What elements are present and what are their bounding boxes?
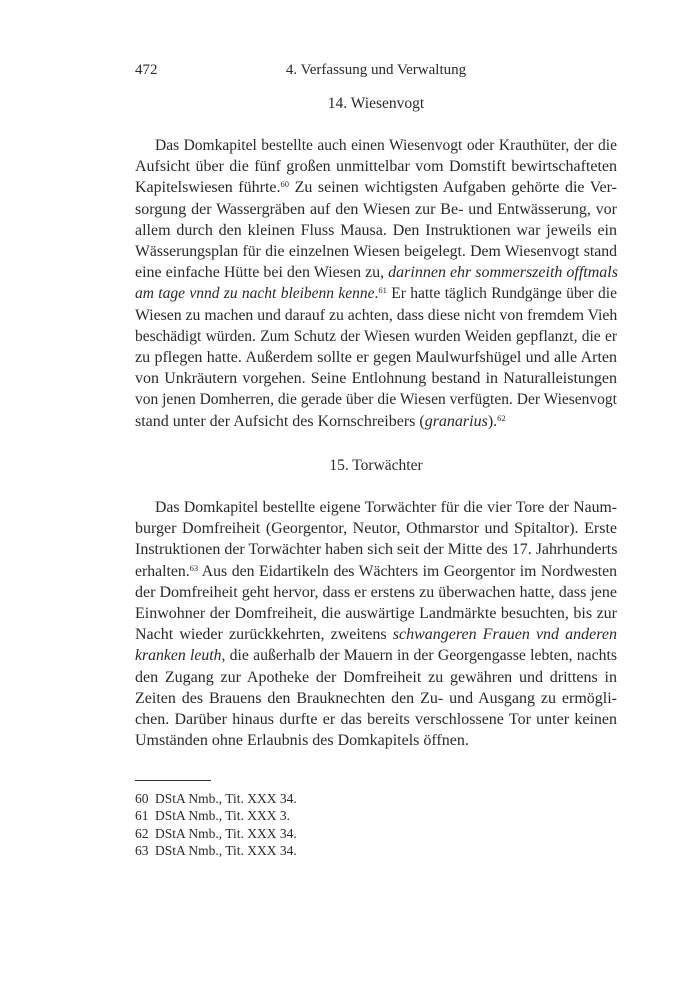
text-line: chen. Darüber hinaus durfte er das bereits verschlossene Tor unter keinen xyxy=(135,711,617,729)
footnote-text: DStA Nmb., Tit. XXX 34. xyxy=(155,842,297,858)
text-line: Das Domkapitel bestellte auch einen Wiesenvogt oder Krauthüter, der die xyxy=(155,137,617,154)
quoted-text: darinnen ehr sommerszeith offtmals xyxy=(388,264,618,282)
text-line: den Zugang zur Apotheke der Domfreiheit zu gewähren und drittens in xyxy=(135,668,617,686)
text-line: Einwohner der Domfreiheit, die auswärtige Landmärkte besuchten, bis zur xyxy=(135,605,617,623)
text-line: der Domfreiheit geht hervor, dass er erstens zu überwachen hatte, dass jene xyxy=(135,583,617,601)
text-line: allem durch den kleinen Fluss Mausa. Den Instruktionen war jeweils ein xyxy=(135,221,617,239)
running-head xyxy=(135,62,617,84)
text-line: Zeiten des Brauens den Brauknechten den Zu- und Ausgang zu ermögli- xyxy=(135,689,617,707)
text-line: burger Domfreiheit (Georgentor, Neutor, Othmarstor und Spitaltor). Erste xyxy=(135,520,617,538)
text-line: erhalten.$^{63}$ Aus den Eidartikeln des Wächters im Georgentor im Nordwesten xyxy=(135,562,617,580)
quoted-text: schwangeren Frauen vnd anderen xyxy=(392,626,618,644)
paragraph-torwaechter xyxy=(135,497,617,751)
section-heading-torwaechter: 15. Torwächter xyxy=(329,457,423,474)
footnote-number: 63 xyxy=(135,842,149,858)
footnote-number: 60 xyxy=(135,791,149,806)
text-line: Wässerungsplan für die einzelnen Wiesen beigelegt. Dem Wiesenvogt stand xyxy=(135,243,617,261)
text-line: zu pflegen hatte. Außerdem sollte er gegen Maulwurfshügel und alle Arten xyxy=(135,349,617,367)
text-line: eine einfache Hütte bei den Wiesen zu, darinnen ehr sommerszeith offtmals xyxy=(135,264,618,282)
quoted-text: am tage vnnd zu nacht bleibenn kenne xyxy=(135,285,375,303)
footnotes xyxy=(135,790,617,859)
footnote-number: 61 xyxy=(135,808,149,824)
footnote-divider xyxy=(135,780,211,781)
text-line: Umständen ohne Erlaubnis des Domkapitels öffnen. xyxy=(135,732,469,750)
paragraph-wiesenvogt xyxy=(135,135,617,432)
text-line: am tage vnnd zu nacht bleibenn kenne.$^{61}$ Er hatte täglich Rundgänge über die xyxy=(135,285,617,303)
text-line: Das Domkapitel bestellte eigene Torwächter für die vier Tore der Naum- xyxy=(155,499,617,516)
text-line: von Unkräutern vorgehen. Seine Entlohnung bestand in Naturalleistungen xyxy=(135,370,617,388)
footnote-text: DStA Nmb., Tit. XXX 34. xyxy=(155,825,297,841)
text-line: Instruktionen der Torwächter haben sich seit der Mitte des 17. Jahrhunderts xyxy=(135,541,618,559)
quoted-text: granarius xyxy=(424,412,488,430)
running-title: 4. Verfassung und Verwaltung xyxy=(285,62,467,78)
text-line: Nacht wieder zurückkehrten, zweitens schwangeren Frauen vnd anderen xyxy=(135,626,618,644)
footnote xyxy=(135,825,617,842)
footnote xyxy=(135,807,617,824)
footnote-text: DStA Nmb., Tit. XXX 34. xyxy=(155,791,297,806)
text-line: sorgung der Wassergräben auf den Wiesen zur Be- und Entwässerung, vor xyxy=(135,200,617,218)
footnote xyxy=(135,842,617,859)
text-line: Aufsicht über die fünf großen unmittelbar vom Domstift bewirtschafteten xyxy=(135,158,617,176)
footnote-text: DStA Nmb., Tit. XXX 3. xyxy=(155,808,291,824)
footnote-ref: 61 xyxy=(378,285,387,296)
text-line: kranken leuth, die außerhalb der Mauern in der Georgengasse lebten, nachts xyxy=(135,647,617,665)
footnote-number: 62 xyxy=(135,825,149,841)
section-heading-wiesenvogt: 14. Wiesenvogt xyxy=(327,95,425,112)
footnote xyxy=(135,790,617,807)
text-line: stand unter der Aufsicht des Kornschreibers (granarius).$^{62}$ xyxy=(135,412,506,430)
text-line: Wiesen zu machen und darauf zu achten, dass diese nicht von fremdem Vieh xyxy=(135,306,618,324)
page-number: 472 xyxy=(135,62,158,78)
quoted-text: kranken leuth xyxy=(135,647,222,665)
footnote-ref: 62 xyxy=(497,412,506,423)
footnote-ref: 63 xyxy=(189,562,199,573)
text-line: beschädigt würden. Zum Schutz der Wiesen wurden Weiden gepflanzt, die er xyxy=(135,327,617,345)
text-line: von jenen Domherren, die gerade über die Wiesen verfügten. Der Wiesenvogt xyxy=(135,391,617,409)
footnote-ref: 60 xyxy=(280,179,290,190)
text-line: Kapitelswiesen führte.$^{60}$ Zu seinen wichtigsten Aufgaben gehörte die Ver- xyxy=(135,179,617,197)
